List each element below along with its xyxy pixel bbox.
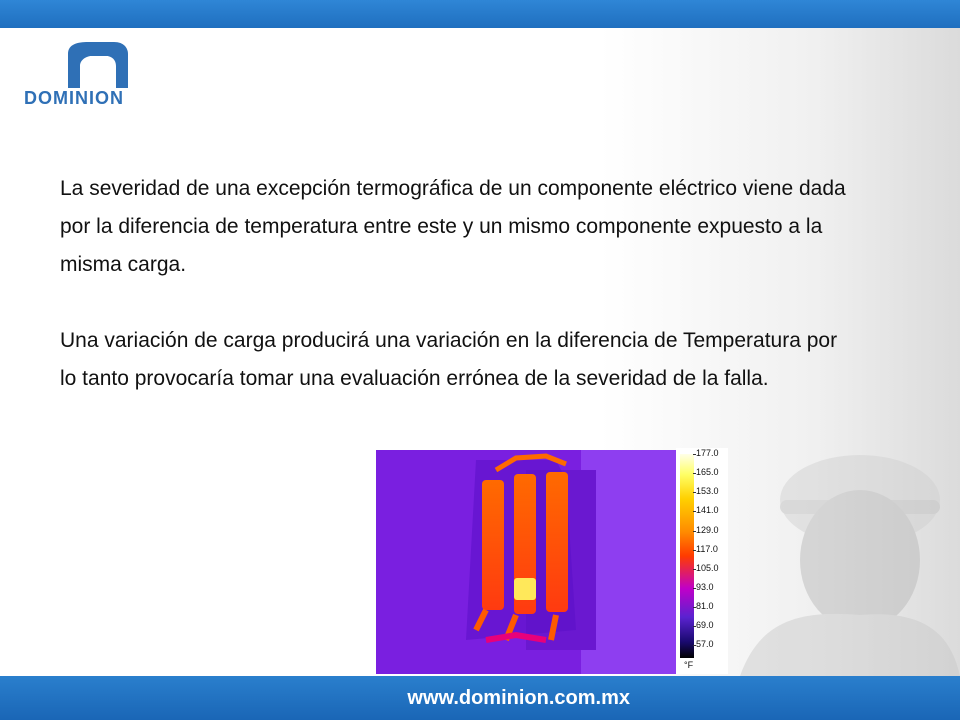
- scale-tick: 81.0: [696, 601, 714, 611]
- paragraph-load-variation: Una variación de carga producirá una variación en la diferencia de Temperatura por lo tanto provocaría tomar una evaluación errónea de la severidad de la falla.: [60, 329, 838, 390]
- scale-unit: °F: [684, 660, 694, 670]
- scale-tick: 129.0: [696, 525, 719, 535]
- scale-tick: 57.0: [696, 639, 714, 649]
- thermal-image: [376, 450, 676, 674]
- scale-tick: 105.0: [696, 563, 719, 573]
- worker-photo: [740, 440, 960, 676]
- website-url[interactable]: www.dominion.com.mx: [407, 686, 630, 709]
- scale-tick: 177.0: [696, 448, 719, 458]
- footer-bar: [0, 676, 960, 720]
- logo-text: DOMINION: [24, 88, 124, 108]
- body-text: [60, 170, 850, 436]
- scale-tick: 165.0: [696, 467, 719, 477]
- scale-tick: 93.0: [696, 582, 714, 592]
- paragraph-severity: La severidad de una excepción termográfica de un componente eléctrico viene dada por la diferencia de temperatura entre este y un mismo componente expuesto a la misma carga.: [60, 177, 846, 276]
- temperature-scale: [676, 448, 728, 674]
- scale-tick: 117.0: [696, 544, 718, 554]
- scale-tick: 69.0: [696, 620, 714, 630]
- scale-tick: 141.0: [696, 505, 719, 515]
- scale-tick: 153.0: [696, 486, 719, 496]
- top-bar: [0, 0, 960, 28]
- temperature-color-bar: [680, 454, 694, 658]
